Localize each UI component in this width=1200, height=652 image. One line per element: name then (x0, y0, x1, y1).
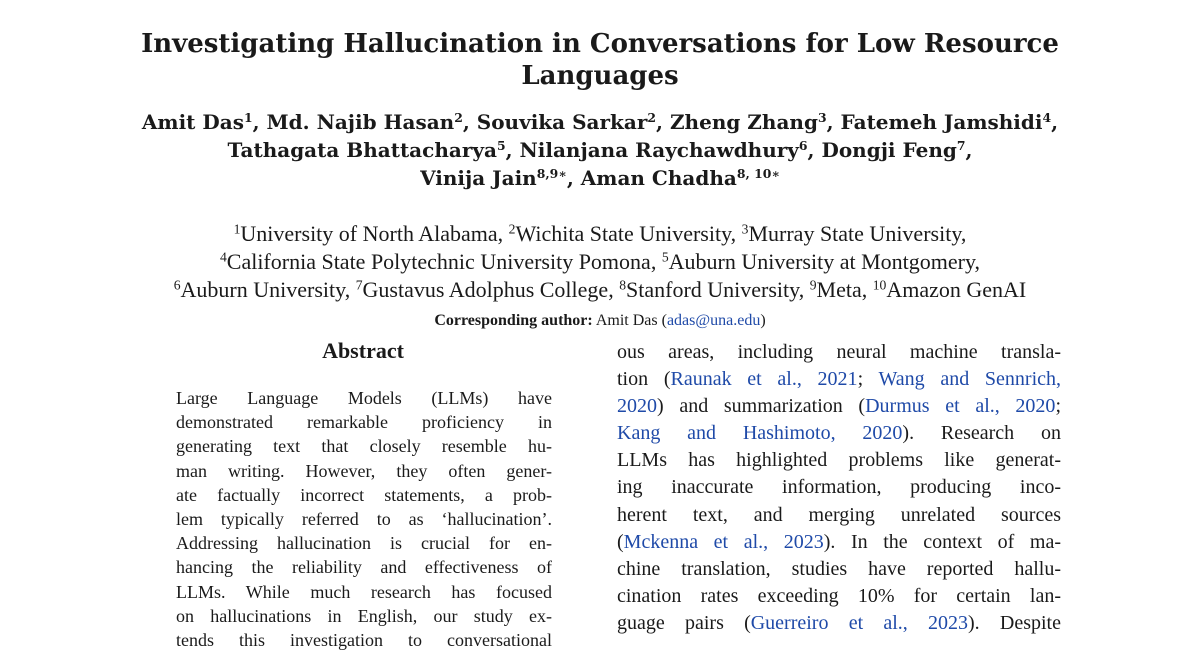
body-line (617, 366, 1061, 393)
author-line: Amit Das$^1$, Md. Najib Hasan$^2$, Souvika Sarkar$^2$, Zheng Zhang$^3$, Fatemeh Jamshidi$^4$, (141, 110, 1059, 134)
author-line: Tathagata Bhattacharya$^5$, Nilanjana Raychawdhury$^6$, Dongji Feng$^7$, (227, 138, 973, 162)
abstract-line: LLMs. While much research has focused (176, 581, 552, 602)
abstract-body (176, 386, 552, 652)
author-name: Nilanjana Raychawdhury (519, 138, 799, 162)
author-name: Md. Najib Hasan (266, 110, 455, 134)
author-affiliation-mark: 4 (1042, 110, 1052, 126)
author-affiliation-mark: 8,9∗ (536, 166, 567, 182)
body-text: cination rates exceeding 10% for certain lan- (617, 584, 1061, 607)
affiliation-name: Auburn University at Montgomery (668, 249, 975, 274)
affiliation-name: Auburn University (180, 277, 345, 302)
author-line: Vinija Jain$^{8,9∗}$, Aman Chadha$^{8, 10∗}$ (420, 166, 780, 190)
paper-title (0, 28, 1200, 92)
abstract-line: demonstrated remarkable proficiency in (176, 412, 552, 433)
author-affiliation-mark: 5 (496, 138, 506, 154)
citation-link[interactable]: Kang and Hashimoto, 2020 (617, 422, 903, 445)
abstract-line: Addressing hallucination is crucial for en- (176, 533, 552, 554)
author-affiliation-mark: 3 (817, 110, 827, 126)
author-name: Zheng Zhang (669, 110, 818, 134)
affiliation-mark: 4 (219, 249, 227, 265)
citation-link[interactable]: Mckenna et al., 2023 (623, 530, 824, 553)
author-name: Aman Chadha (580, 166, 737, 190)
body-text: ) and summarization ( (657, 395, 866, 418)
affiliation-mark: 8 (619, 277, 626, 293)
affiliation-name: Amazon GenAI (886, 277, 1027, 302)
body-text: ( (617, 530, 624, 553)
body-line (617, 556, 1061, 583)
author-name: Tathagata Bhattacharya (227, 138, 497, 162)
author-affiliation-mark: 8, 10∗ (736, 166, 780, 182)
citation-link[interactable]: Guerreiro et al., 2023 (750, 611, 968, 634)
affiliation-name: Murray State University (748, 221, 961, 246)
affiliation-line: $^1$University of North Alabama, $^2$Wichita State University, $^3$Murray State University, (233, 221, 967, 246)
body-line (617, 393, 1061, 420)
affiliation-mark: 10 (872, 277, 887, 293)
abstract-line: tends this investigation to conversational (176, 630, 552, 651)
affiliation-name: Meta (816, 277, 862, 302)
affiliation-mark: 6 (173, 277, 181, 293)
abstract-heading: Abstract (322, 338, 404, 363)
title-line: Languages (521, 61, 679, 91)
abstract-line: generating text that closely resemble hu- (176, 436, 552, 457)
affiliation-name: Wichita State University (515, 221, 731, 246)
citation-link[interactable]: Durmus et al., 2020 (865, 395, 1056, 418)
author-list (0, 108, 1200, 192)
author-name: Dongji Feng (821, 138, 957, 162)
abstract-line: ate factually incorrect statements, a prob- (176, 484, 552, 505)
author-name: Amit Das (141, 110, 244, 134)
body-line (617, 474, 1061, 501)
abstract-line: lem typically referred to as ‘hallucination’. (176, 509, 552, 530)
body-line (617, 420, 1061, 447)
corresponding-name: Amit Das (595, 312, 658, 329)
author-affiliation-mark: 7 (956, 138, 966, 154)
author-name: Vinija Jain (420, 166, 537, 190)
affiliation-mark: 9 (809, 277, 817, 293)
affiliation-mark: 1 (233, 221, 241, 237)
abstract-line: on hallucinations in English, our study ex- (176, 605, 552, 626)
author-affiliation-mark: 2 (647, 110, 657, 126)
body-text: ). Despite (968, 611, 1061, 634)
affiliation-name: Stanford University (626, 277, 799, 302)
body-line (617, 502, 1061, 529)
body-text: herent text, and merging unrelated sources (617, 503, 1061, 526)
affiliation-name: Gustavus Adolphus College (362, 277, 609, 302)
abstract-line: Large Language Models (LLMs) have (176, 388, 552, 408)
body-line (617, 447, 1061, 474)
affiliation-mark: 5 (661, 249, 669, 265)
abstract-line: hancing the reliability and effectiveness of (176, 557, 552, 578)
author-affiliation-mark: 1 (243, 110, 253, 126)
body-text: ous areas, including neural machine transla- (617, 341, 1061, 363)
body-text: ). Research on (902, 422, 1061, 445)
citation-link[interactable]: 2020 (617, 395, 657, 418)
body-line (617, 583, 1061, 610)
author-name: Souvika Sarkar (476, 110, 648, 134)
affiliation-name: University of North Alabama (240, 221, 498, 246)
citation-link[interactable]: Wang and Sennrich, (878, 368, 1061, 391)
author-name: Fatemeh Jamshidi (840, 110, 1043, 134)
affiliation-name: California State Polytechnic University Pomona (226, 249, 651, 274)
corresponding-email-link[interactable]: adas@una.edu (666, 312, 761, 329)
body-text: chine translation, studies have reported hallu- (617, 557, 1061, 580)
body-text: ing inaccurate information, producing inco- (617, 476, 1061, 499)
body-text: ). In the context of ma- (823, 530, 1062, 553)
body-text: tion ( (617, 368, 671, 391)
body-text: ; (857, 368, 879, 391)
citation-link[interactable]: Raunak et al., 2021 (670, 368, 858, 391)
affiliation-mark: 2 (508, 221, 516, 237)
affiliation-mark: 3 (741, 221, 749, 237)
affiliation-list (0, 220, 1200, 304)
body-line (617, 339, 1061, 366)
body-text: ; (1055, 395, 1061, 418)
author-affiliation-mark: 2 (454, 110, 463, 126)
affiliation-mark: 7 (355, 277, 363, 293)
body-text: LLMs has highlighted problems like generat- (617, 449, 1061, 472)
body-text: guage pairs ( (617, 611, 751, 634)
affiliation-line: $^4$California State Polytechnic University Pomona, $^5$Auburn University at Montgomery, (219, 249, 981, 274)
affiliation-line: $^6$Auburn University, $^7$Gustavus Adolphus College, $^8$Stanford University, $^9$Meta, $^{10}$Amazon GenAI (173, 277, 1027, 302)
author-affiliation-mark: 6 (798, 138, 808, 154)
title-line: Investigating Hallucination in Conversations for Low Resource (141, 29, 1059, 59)
corresponding-label: Corresponding author: (434, 312, 593, 329)
right-column-body (617, 339, 1061, 637)
body-line (617, 610, 1061, 637)
body-line (617, 529, 1061, 556)
corresponding-author: Corresponding author: Amit Das (adas@una.edu) (434, 312, 766, 329)
abstract-line: man writing. However, they often gener- (176, 460, 552, 481)
